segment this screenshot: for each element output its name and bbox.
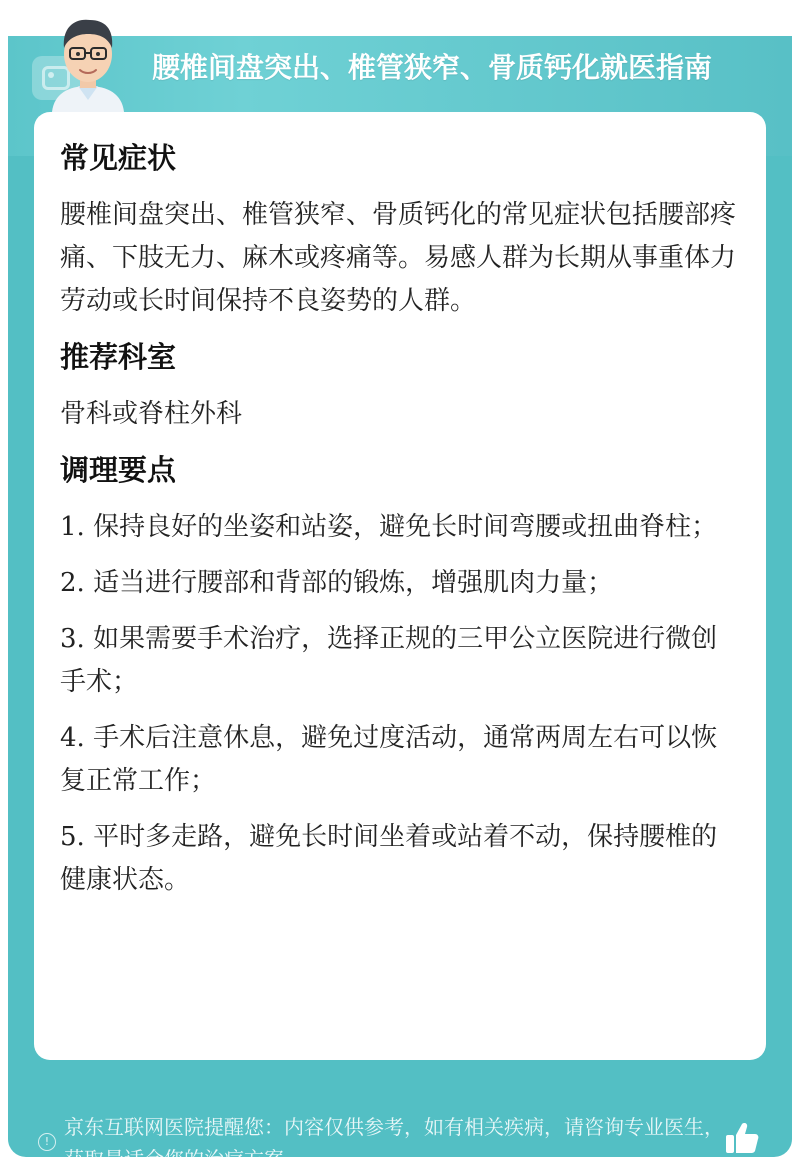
doctor-avatar [48, 8, 128, 112]
list-item: 5. 平时多走路，避免长时间坐着或站着不动，保持腰椎的健康状态。 [60, 822, 718, 895]
list-item: 2. 适当进行腰部和背部的锻炼，增强肌肉力量； [60, 568, 614, 598]
department-text: 骨科或脊柱外科 [60, 399, 243, 429]
page-title: 腰椎间盘突出、椎管狭窄、骨质钙化就医指南 [152, 51, 713, 84]
list-item: 3. 如果需要手术治疗，选择正规的三甲公立医院进行微创手术； [60, 624, 718, 697]
disclaimer-text: 京东互联网医院提醒您：内容仅供参考，如有相关疾病，请咨询专业医生，获取最适合您的治疗方案 [64, 1115, 724, 1171]
info-icon: ! [38, 1133, 56, 1151]
content-card [34, 112, 766, 1060]
section-title-department: 推荐科室 [60, 340, 177, 374]
symptoms-text: 腰椎间盘突出、椎管狭窄、骨质钙化的常见症状包括腰部疼痛、下肢无力、麻木或疼痛等。易感人群为长期从事重体力劳动或长时间保持不良姿势的人群。 [60, 200, 737, 316]
list-item: 4. 手术后注意休息，避免过度活动，通常两周左右可以恢复正常工作； [60, 723, 718, 796]
footer [8, 1071, 792, 1171]
section-title-care: 调理要点 [60, 453, 177, 487]
thumbs-up-icon[interactable] [724, 1121, 760, 1155]
list-item: 1. 保持良好的坐姿和站姿，避免长时间弯腰或扭曲脊柱； [60, 512, 718, 542]
section-title-symptoms: 常见症状 [60, 141, 177, 175]
